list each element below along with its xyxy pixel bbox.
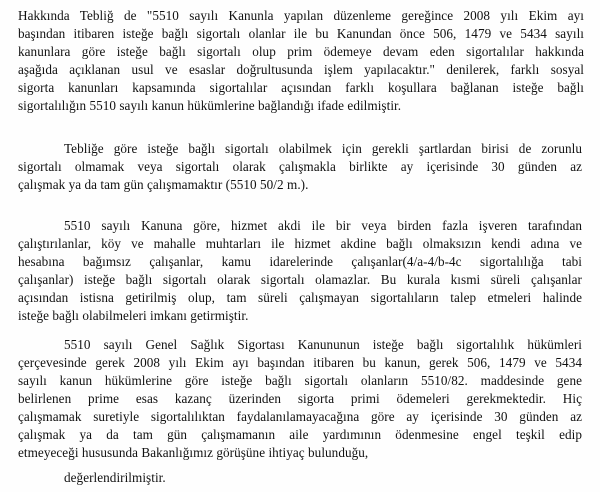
text-line: değerlendirilmiştir. xyxy=(64,470,166,485)
text-line: sigortalı olmamak veya sigortalı olarak çalışmakla birlikte ay içerisinde 30 günden az xyxy=(18,159,582,174)
text-line: hesabına bağımsız çalışanlar, kamu idarelerinde çalışanlar(4/a-4/b-4c sigortalılığa tabi xyxy=(18,254,582,269)
text-line: sigortalılığın 5510 sayılı kanun hükümlerine bağlandığı ifade edilmiştir. xyxy=(18,98,402,113)
text-line: aşağıda açıklanan usul ve esaslar doğrultusunda işlem yapılacaktır." denilerek, farklı sosyal xyxy=(18,62,584,77)
text-line: belirlenen prime esas kazanç üzerinden sigorta primi ödemeleri gerekmektedir. Hiç xyxy=(18,391,582,406)
text-line: açısından istisna getirilmiş olup, tam süreli çalışmayan sigortalıların talep etmeleri halinde xyxy=(18,290,582,305)
text-line: Hakkında Tebliğ de "5510 sayılı Kanunla yapılan düzenleme gereğince 2008 yılı Ekim ayı xyxy=(18,8,584,23)
text-line: etmeyeceği hususunda Bakanlığımız görüşüne ihtiyaç bulunduğu, xyxy=(18,445,369,460)
text-line: çerçevesinde gerek 2008 yılı Ekim ayı başından itibaren bu kanun, gerek 506, 1479 ve 5434 xyxy=(18,355,582,370)
text-line: çalışmak ya da tam gün çalışmamanın aile yardımının ödenmesine engel teşkil edip xyxy=(18,427,582,442)
text-line: sayılı kanun hükümlerine göre isteğe bağlı sigortalı olanların 5510/82. maddesinde gene xyxy=(18,373,582,388)
text-line: 5510 sayılı Genel Sağlık Sigortası Kanununun isteğe bağlı sigortalılık hükümleri xyxy=(64,337,582,352)
text-line: Tebliğe göre isteğe bağlı sigortalı olabilmek için gerekli şartlardan birisi de zorunlu xyxy=(64,141,582,156)
text-line: çalışmak ya da tam gün çalışmamaktır (5510 50/2 m.). xyxy=(18,177,309,192)
text-line: başından itibaren isteğe bağlı sigortalı olanlar ile bu Kanundan önce 506, 1479 ve 5434 sayılı xyxy=(18,26,584,41)
text-line: sigorta kanunları kapsamında sigortalılar açısından farklı koşullara bağlanan isteğe bağlı xyxy=(18,80,584,95)
text-line: çalıştırılanlar, köy ve mahalle muhtarları ile hizmet akdine bağlı olmaksızın kendi adına ve xyxy=(18,236,582,251)
text-line: kanunlara göre isteğe bağlı sigortalı olup prim ödemeye devam eden sigortalılar hakkında xyxy=(18,44,584,59)
text-line: 5510 sayılı Kanuna göre, hizmet akdi ile bir veya birden fazla işveren tarafından xyxy=(64,218,582,233)
text-line: çalışanlar) isteğe bağlı sigortalı olarak sigortalı olamazlar. Bu kurala kısmi süreli çalışanlar xyxy=(18,272,582,287)
text-line: çalışmamak suretiyle sigortalılıktan faydalanılamayacağına göre ay içerisinde 30 günden az xyxy=(18,409,582,424)
text-line: isteğe bağlı olabilmeleri imkanı getirmiştir. xyxy=(18,308,249,323)
